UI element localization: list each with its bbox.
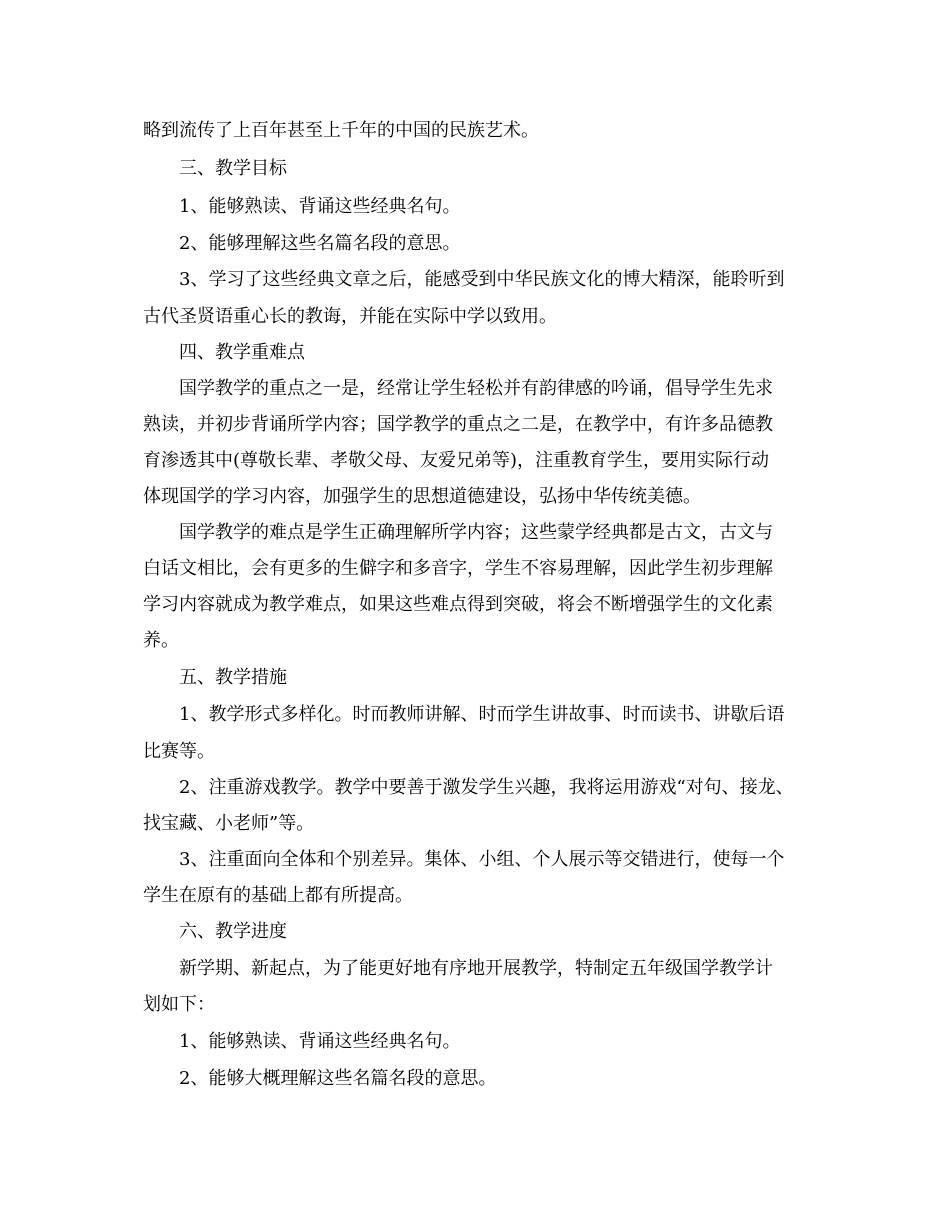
- text-line: 国学教学的难点是学生正确理解所学内容；这些蒙学经典都是古文，古文与: [179, 522, 773, 543]
- text-line: 找宝藏、小老师”等。: [143, 813, 315, 834]
- text-line: 白话文相比，会有更多的生僻字和多音字，学生不容易理解，因此学生初步理解: [143, 558, 773, 579]
- text-line: 比赛等。: [143, 741, 215, 762]
- section-heading: 三、教学目标: [179, 158, 287, 179]
- list-item: 2、注重游戏教学。教学中要善于激发学生兴趣，我将运用游戏“对句、接龙、: [179, 777, 794, 798]
- text-line: 新学期、新起点，为了能更好地有序地开展教学，特制定五年级国学教学计: [179, 958, 773, 979]
- text-line: 学生在原有的基础上都有所提高。: [143, 885, 413, 906]
- text-line: 古代圣贤语重心长的教诲，并能在实际中学以致用。: [143, 306, 557, 327]
- text-line: 学习内容就成为教学难点，如果这些难点得到突破，将会不断增强学生的文化素: [143, 594, 773, 615]
- text-line: 养。: [143, 630, 179, 651]
- section-heading: 六、教学进度: [179, 921, 287, 942]
- text-line: 略到流传了上百年甚至上千年的中国的民族艺术。: [143, 120, 539, 141]
- list-item: 3、注重面向全体和个别差异。集体、小组、个人展示等交错进行，使每一个: [179, 849, 785, 870]
- text-line: 育渗透其中(尊敬长辈、孝敬父母、友爱兄弟等)，注重教育学生，要用实际行动: [143, 450, 770, 471]
- section-heading: 五、教学措施: [179, 667, 287, 688]
- list-item: 1、能够熟读、背诵这些经典名句。: [179, 1031, 461, 1052]
- list-item: 2、能够理解这些名篇名段的意思。: [179, 233, 461, 254]
- text-line: 国学教学的重点之一是，经常让学生轻松并有韵律感的吟诵，倡导学生先求: [179, 378, 773, 399]
- text-line: 熟读，并初步背诵所学内容；国学教学的重点之二是，在教学中，有许多品德教: [143, 414, 773, 435]
- list-item: 1、教学形式多样化。时而教师讲解、时而学生讲故事、时而读书、讲歇后语: [179, 704, 785, 725]
- text-line: 体现国学的学习内容，加强学生的思想道德建设，弘扬中华传统美德。: [143, 486, 701, 507]
- section-heading: 四、教学重难点: [179, 342, 305, 363]
- list-item: 3、学习了这些经典文章之后，能感受到中华民族文化的博大精深，能聆听到: [179, 269, 785, 290]
- list-item: 2、能够大概理解这些名篇名段的意思。: [179, 1068, 497, 1089]
- text-line: 划如下：: [143, 994, 215, 1015]
- list-item: 1、能够熟读、背诵这些经典名句。: [179, 196, 461, 217]
